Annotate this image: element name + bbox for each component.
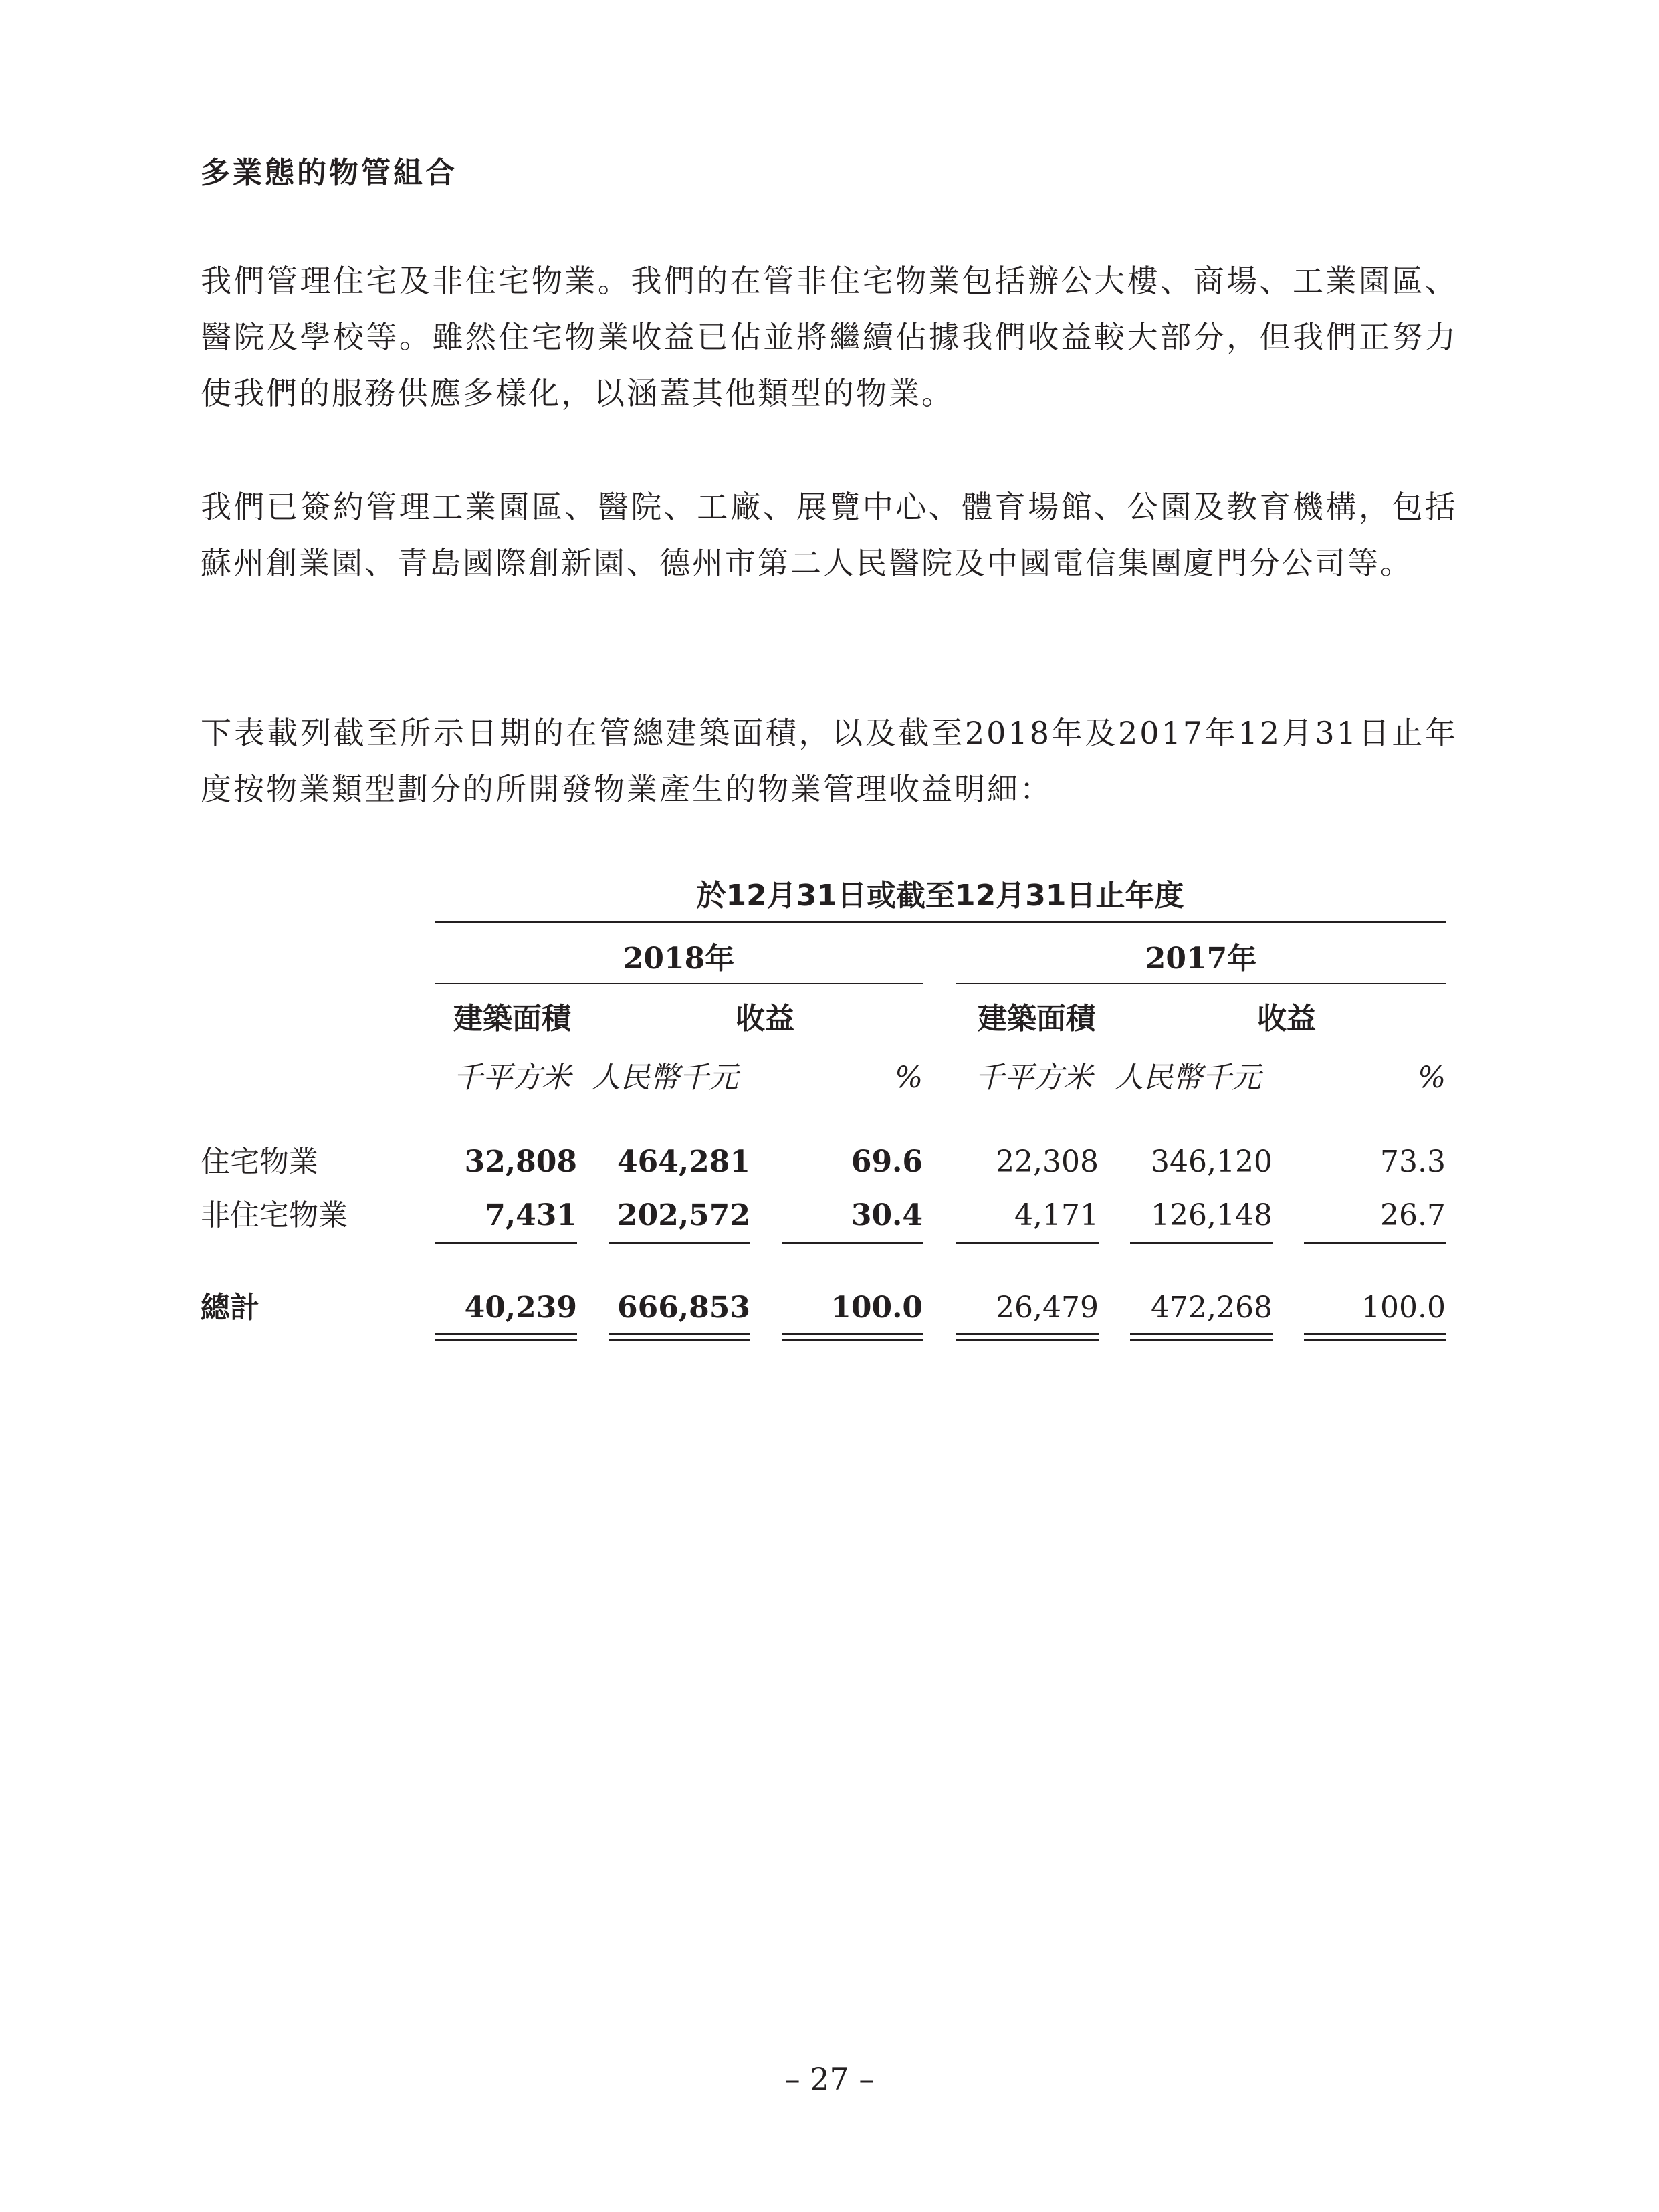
subtotal-rule <box>956 1242 1099 1244</box>
revenue-unit-2018: 人民幣千元 <box>591 1061 738 1095</box>
revenue-2017-total: 472,268 <box>1151 1291 1273 1325</box>
pct-2018-cell: 69.6 <box>851 1145 923 1179</box>
total-label: 總計 <box>201 1291 259 1325</box>
period-header-rule <box>435 921 1446 923</box>
revenue-2018-cell: 202,572 <box>617 1198 750 1232</box>
total-double-rule <box>1304 1333 1446 1341</box>
paragraph-property-types: 我們管理住宅及非住宅物業。我們的在管非住宅物業包括辦公大樓、商場、工業園區、醫院及學校等。雖然住宅物業收益已佔並將繼續佔據我們收益較大部分，但我們正努力使我們的服務供應多樣化，以涵蓋其他類型的物業。 <box>201 263 1458 411</box>
revenue-2018-cell: 464,281 <box>617 1145 750 1179</box>
subtotal-rule <box>1130 1242 1273 1244</box>
gfa-2017-cell: 4,171 <box>1014 1198 1099 1232</box>
pct-2018-total: 100.0 <box>831 1291 923 1325</box>
gfa-unit-2018: 千平方米 <box>453 1061 571 1095</box>
revenue-2018-total: 666,853 <box>617 1291 750 1325</box>
revenue-2017-cell: 126,148 <box>1151 1198 1273 1232</box>
year-2017-rule <box>956 983 1446 984</box>
pct-2017-cell: 73.3 <box>1380 1145 1446 1179</box>
period-header: 於12月31日或截至12月31日止年度 <box>696 879 1184 913</box>
gfa-header-2017: 建築面積 <box>978 1002 1095 1036</box>
section-title: 多業態的物管組合 <box>201 156 457 190</box>
paragraph-contracts: 我們已簽約管理工業園區、醫院、工廠、展覽中心、體育場館、公園及教育機構，包括蘇州創業園、青島國際創新園、德州市第二人民醫院及中國電信集團廈門分公司等。 <box>201 489 1458 581</box>
gfa-2018-cell: 7,431 <box>485 1198 577 1232</box>
gfa-2017-cell: 22,308 <box>996 1145 1099 1179</box>
year-2018-rule <box>435 983 923 984</box>
pct-unit-2017: % <box>1418 1061 1446 1095</box>
revenue-header-2017: 收益 <box>1257 1002 1316 1036</box>
total-double-rule <box>1130 1333 1273 1341</box>
revenue-unit-2017: 人民幣千元 <box>1114 1061 1261 1095</box>
row-label: 住宅物業 <box>201 1145 318 1179</box>
pct-2018-cell: 30.4 <box>851 1198 923 1232</box>
revenue-header-2018: 收益 <box>736 1002 794 1036</box>
total-double-rule <box>782 1333 923 1341</box>
pct-2017-total: 100.0 <box>1361 1291 1446 1325</box>
gfa-unit-2017: 千平方米 <box>975 1061 1093 1095</box>
gfa-2018-cell: 32,808 <box>464 1145 577 1179</box>
year-2017-label: 2017年 <box>1145 942 1257 976</box>
subtotal-rule <box>1304 1242 1446 1244</box>
row-label: 非住宅物業 <box>201 1198 348 1232</box>
total-double-rule <box>609 1333 750 1341</box>
gfa-header-2018: 建築面積 <box>453 1002 571 1036</box>
subtotal-rule <box>782 1242 923 1244</box>
total-double-rule <box>956 1333 1099 1341</box>
gfa-2018-total: 40,239 <box>464 1291 577 1325</box>
subtotal-rule <box>435 1242 577 1244</box>
page-number: – 27 – <box>784 2061 875 2097</box>
gfa-2017-total: 26,479 <box>996 1291 1099 1325</box>
pct-unit-2018: % <box>895 1061 923 1095</box>
pct-2017-cell: 26.7 <box>1380 1198 1446 1232</box>
paragraph-table-intro: 下表載列截至所示日期的在管總建築面積，以及截至2018年及2017年12月31日止年度按物業類型劃分的所開發物業產生的物業管理收益明細： <box>201 715 1458 807</box>
revenue-2017-cell: 346,120 <box>1151 1145 1273 1179</box>
total-double-rule <box>435 1333 577 1341</box>
year-2018-label: 2018年 <box>623 942 735 976</box>
subtotal-rule <box>609 1242 750 1244</box>
